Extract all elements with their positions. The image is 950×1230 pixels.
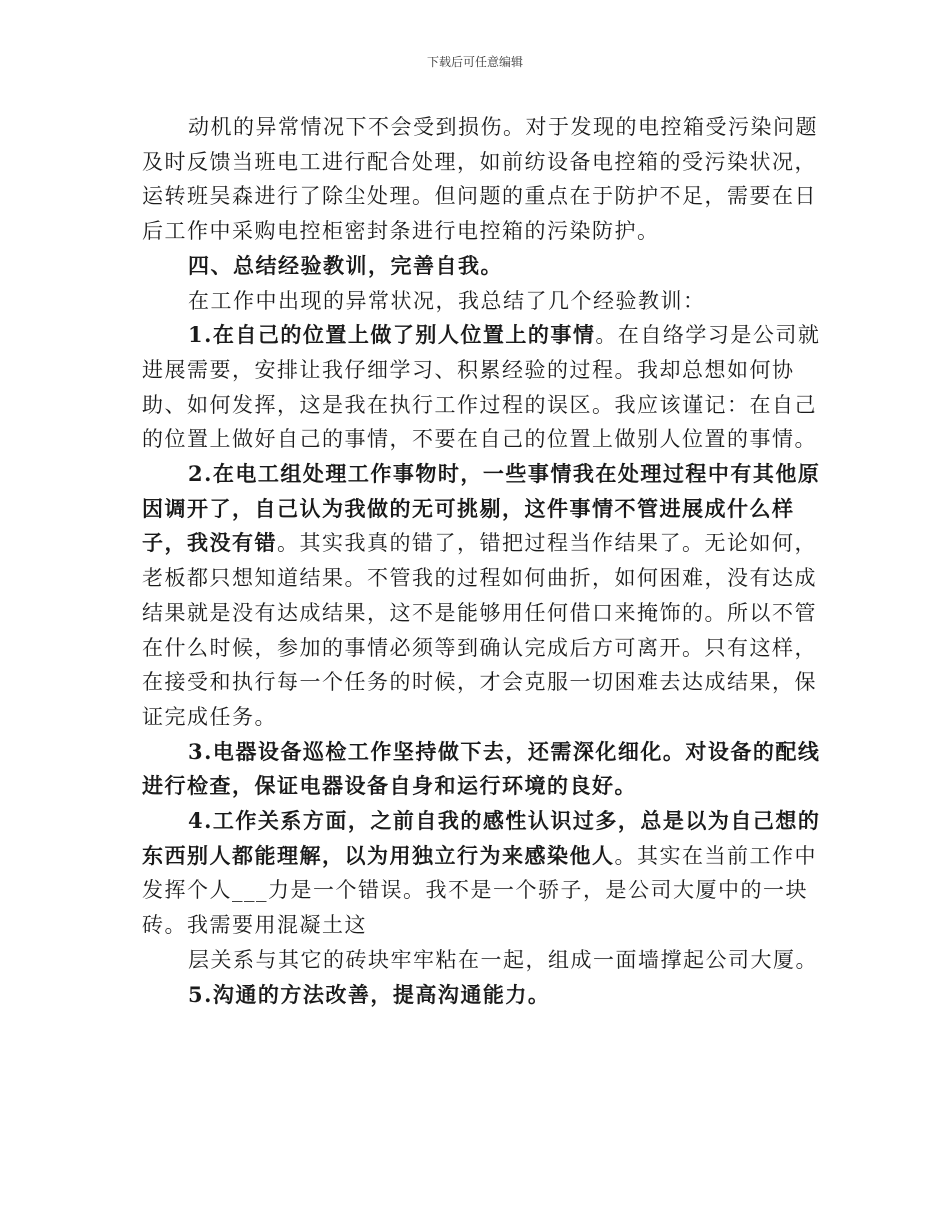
lesson-item-2: [142, 457, 822, 735]
lesson-item-5: [142, 978, 822, 1013]
document-body: [142, 110, 822, 1012]
lesson-text: 。其实在当前工作中发挥个人___力是一个错误。我不是一个骄子，是公司大厦中的一块砖。我需要用混凝土这: [142, 843, 817, 938]
lesson-title: 5.沟通的方法改善，提高沟通能力。: [188, 981, 551, 1007]
page-header: 下载后可任意编辑: [426, 55, 523, 69]
paragraph-text: 在工作中出现的异常状况，我总结了几个经验教训：: [188, 288, 706, 313]
paragraph-text: 层关系与其它的砖块牢牢粘在一起，组成一面墙撑起公司大厦。: [188, 947, 818, 972]
lesson-item-3: [142, 735, 822, 804]
paragraph-text: 动机的异常情况下不会受到损伤。对于发现的电控箱受污染问题及时反馈当班电工进行配合处理，如前纺设备电控箱的受污染状况，运转班吴森进行了除尘处理。但问题的重点在于防护不足，需要在日后工作中采购电控柜密封条进行电控箱的污染防护。: [142, 115, 818, 244]
lesson-item-4: [142, 804, 822, 943]
lesson-title: 3.电器设备巡检工作坚持做下去，还需深化细化。对设备的配线进行检查，保证电器设备自身和运行环境的良好。: [142, 738, 821, 799]
lesson-title: 4.工作关系方面，之前自我的感性认识过多，总是以为自己想的东西别人都能理解，以为用独立行为来感染他人: [142, 808, 821, 868]
lesson-item-1: [142, 318, 822, 457]
section-heading-text: 四、总结经验教训，完善自我。: [188, 252, 503, 278]
paragraph-intro: [142, 284, 822, 319]
paragraph-continuation: [142, 110, 822, 249]
lesson-title: 2.在电工组处理工作事物时，一些事情我在处理过程中有其他原因调开了，自己认为我做的无可挑剔，这件事情不管进展成什么样子，我没有错: [142, 461, 821, 556]
lesson-text: 。其实我真的错了，错把过程当作结果了。无论如何，老板都只想知道结果。不管我的过程如何曲折，如何困难，没有达成结果就是没有达成结果，这不是能够用任何借口来掩饰的。所以不管在什么时候，参加的事情必须等到确认完成后方可离开。只有这样，在接受和执行每一个任务的时候，才会克服一切困难去达成结果，保证完成任务。: [142, 531, 817, 729]
lesson-item-4-continued: [142, 943, 822, 978]
lesson-text: 。在自络学习是公司就进展需要，安排让我仔细学习、积累经验的过程。我却总想如何协助、如何发挥，这是我在执行工作过程的误区。我应该谨记：在自己的位置上做好自己的事情，不要在自己的位置上做别人位置的事情。: [142, 323, 821, 452]
section-heading-4: [142, 249, 822, 284]
lesson-title: 1.在自己的位置上做了别人位置上的事情: [188, 322, 596, 348]
